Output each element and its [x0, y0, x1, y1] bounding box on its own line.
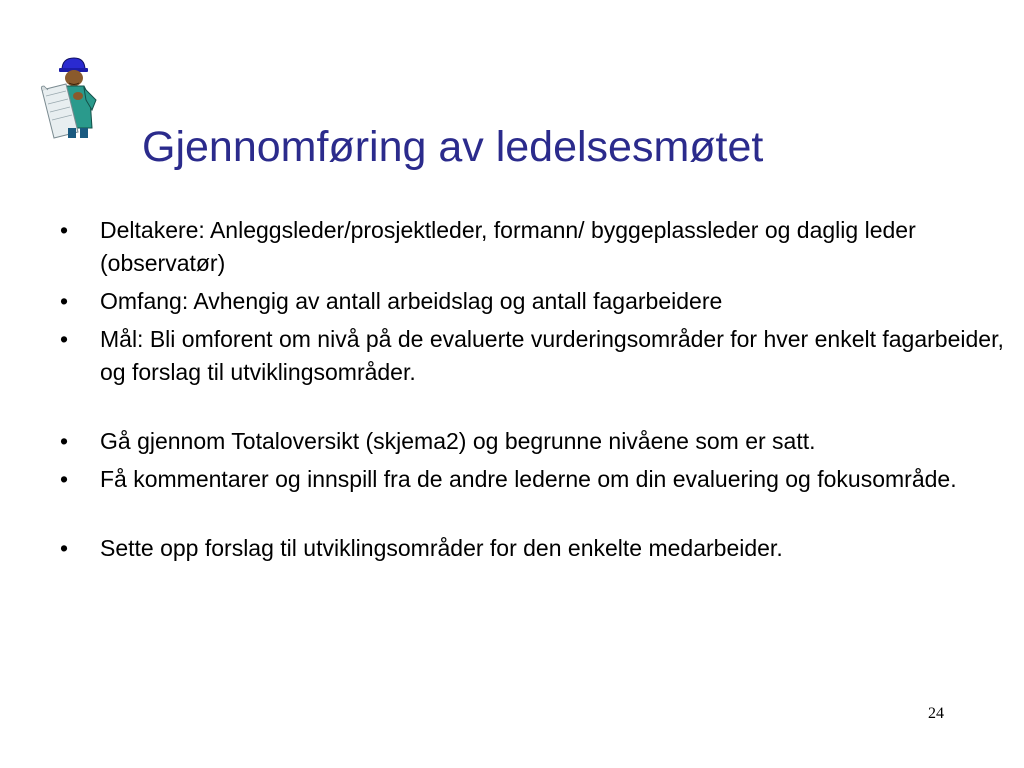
- list-item: [56, 323, 1006, 389]
- bullet-marker: •: [60, 466, 69, 492]
- bullet-marker: •: [60, 428, 69, 454]
- bullet-text: Deltakere: Anleggsleder/prosjektleder, formann/ byggeplassleder og daglig leder (observatør): [100, 217, 916, 276]
- construction-worker-with-blueprint-icon: [38, 56, 108, 140]
- bullet-marker: •: [60, 326, 69, 352]
- bullet-marker: •: [60, 217, 69, 243]
- list-item: [56, 532, 1006, 565]
- bullet-text: Omfang: Avhengig av antall arbeidslag og antall fagarbeidere: [100, 288, 723, 314]
- bullet-list: [56, 214, 1006, 570]
- bullet-marker: •: [60, 288, 69, 314]
- bullet-marker: •: [60, 535, 69, 561]
- page-number: 24: [928, 705, 944, 722]
- list-item: [56, 285, 1006, 318]
- bullet-text: Gå gjennom Totaloversikt (skjema2) og begrunne nivåene som er satt.: [100, 428, 816, 454]
- bullet-text: Sette opp forslag til utviklingsområder for den enkelte medarbeider.: [100, 535, 783, 561]
- slide-title: Gjennomføring av ledelsesmøtet: [142, 123, 764, 171]
- bullet-text: Få kommentarer og innspill fra de andre lederne om din evaluering og fokusområde.: [100, 466, 957, 492]
- bullet-text: Mål: Bli omforent om nivå på de evaluerte vurderingsområder for hver enkelt fagarbeider, og forslag til utviklingsområder.: [100, 326, 1004, 385]
- list-item: [56, 425, 1006, 458]
- list-item: [56, 463, 1006, 496]
- list-item: [56, 214, 1006, 280]
